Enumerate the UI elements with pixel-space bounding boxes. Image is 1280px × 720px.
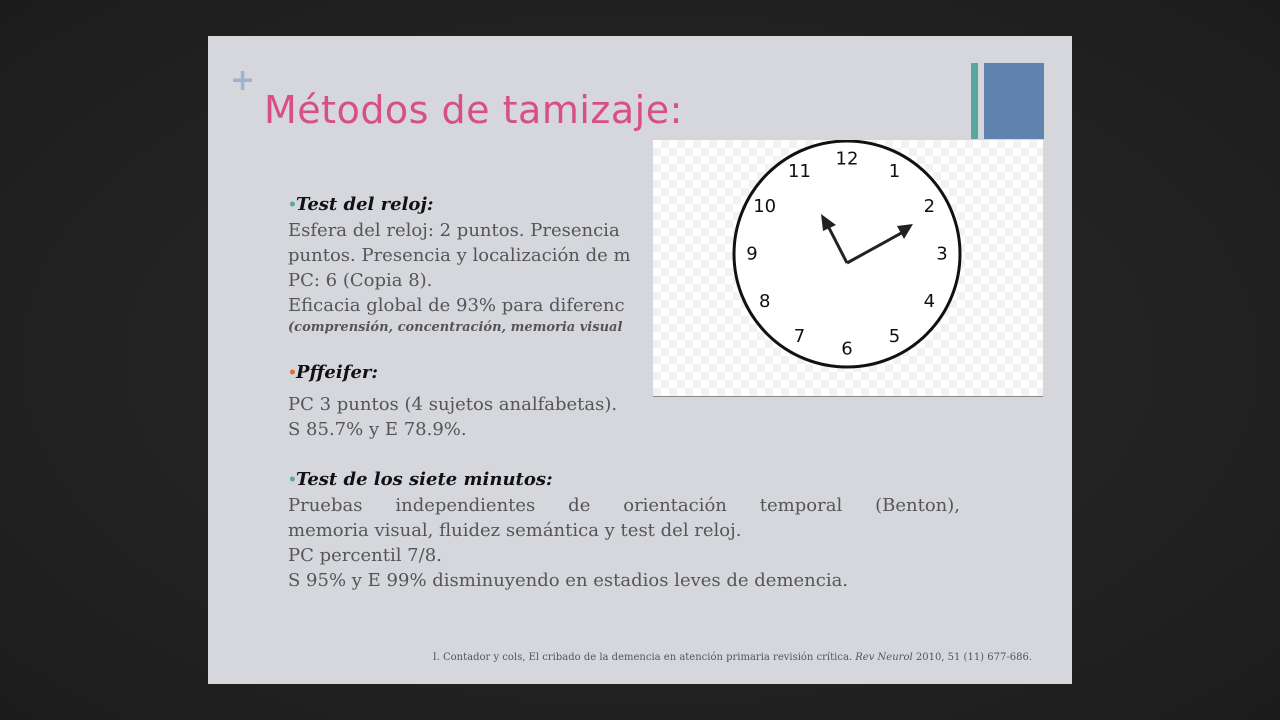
clock-number: 3 — [936, 243, 948, 265]
citation-journal: Rev Neurol — [855, 652, 913, 663]
clock-number: 2 — [923, 196, 936, 217]
accent-bar-blue — [984, 63, 1044, 139]
clock-number: 11 — [788, 161, 811, 183]
body-line: Eficacia global de 93% para diferenc — [288, 295, 625, 316]
clock-number: 6 — [841, 338, 853, 360]
section-heading: Pffeifer: — [296, 362, 379, 383]
body-line: Pruebas independientes de orientación temporal (Benton), — [288, 495, 960, 516]
clock-number: 9 — [746, 243, 758, 265]
clock-number: 12 — [835, 148, 859, 170]
clock-number: 10 — [753, 196, 777, 217]
body-note: (comprensión, concentración, memoria visual — [288, 320, 623, 335]
clock-face — [734, 141, 960, 367]
bullet-icon: • — [288, 365, 297, 381]
clock-number: 8 — [758, 291, 771, 312]
clock-number: 1 — [888, 161, 901, 183]
body-line: Esfera del reloj: 2 puntos. Presencia — [288, 220, 620, 241]
slide-title: Métodos de tamizaje: — [264, 88, 683, 132]
body-line: PC: 6 (Copia 8). — [288, 270, 433, 291]
body-line: puntos. Presencia y localización de m — [288, 245, 631, 266]
accent-bar-teal — [971, 63, 978, 139]
body-line: S 95% y E 99% disminuyendo en estadios leves de demencia. — [288, 570, 849, 591]
section-heading: Test del reloj: — [296, 194, 434, 215]
bullet-icon: • — [288, 197, 297, 213]
bullet-icon: • — [288, 472, 297, 488]
citation-text: I. Contador y cols, El cribado de la demencia en atención primaria revisión crítica. — [432, 652, 856, 663]
body-line: PC 3 puntos (4 sujetos analfabetas). — [288, 394, 618, 415]
section-siete-minutos — [288, 467, 960, 593]
plus-icon: + — [230, 63, 256, 98]
body-line: S 85.7% y E 78.9%. — [288, 419, 467, 440]
citation-details: 2010, 51 (11) 677-686. — [912, 652, 1032, 663]
section-heading: Test de los siete minutos: — [296, 469, 553, 490]
clock-number: 4 — [923, 291, 936, 312]
clock-image — [653, 140, 1043, 397]
clock-number: 7 — [793, 325, 806, 347]
body-line: memoria visual, fluidez semántica y test del reloj. — [288, 520, 742, 541]
slide — [208, 36, 1072, 684]
clock-icon — [653, 140, 1043, 396]
citation — [433, 652, 1032, 663]
body-line: PC percentil 7/8. — [288, 545, 442, 566]
clock-number: 5 — [888, 325, 901, 347]
